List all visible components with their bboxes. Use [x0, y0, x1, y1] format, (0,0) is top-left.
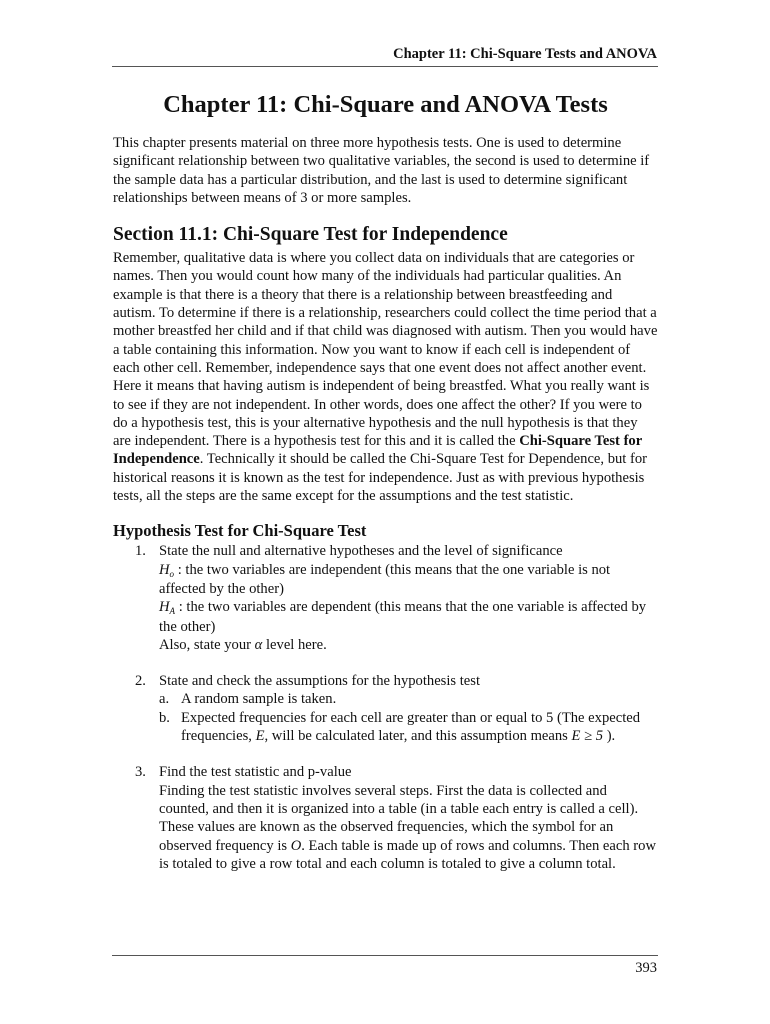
assumption-b	[159, 709, 658, 746]
alpha-line	[159, 636, 658, 654]
null-hypothesis	[159, 561, 658, 599]
header-rule	[112, 66, 658, 67]
h0-symbol: H	[159, 561, 170, 578]
ha-text: : the two variables are dependent (this means that the one variable is affected by the other)	[159, 599, 647, 635]
expected-condition: E ≥ 5	[571, 728, 604, 745]
step-3-text: Find the test statistic and p-value	[159, 764, 352, 781]
assumptions-list	[159, 690, 658, 745]
assumption-b-text-3: ).	[603, 728, 616, 745]
assumption-a-text: A random sample is taken.	[181, 691, 337, 708]
bold-term: Chi-Square Test for Independence	[113, 433, 642, 468]
step-3-body-text-1: Finding the test statistic involves several steps. First the data is collected and counted, and then it is organized into a table (in a table each entry is called a cell). These values are known as the observed frequencies, which the symbol for an observed frequency is	[159, 782, 639, 854]
section-paragraph-text-2: . Technically it should be called the Chi-Square Test for Dependence, but for historical reasons it is known as the test for independence. Just as with previous hypothesis tests, all the steps are the same except for the assumptions and the test statistic.	[113, 451, 648, 505]
step-3-body	[159, 782, 658, 873]
chapter-intro-paragraph: This chapter presents material on three more hypothesis tests. One is used to determine significant relationship between two qualitative variables, the second is used to determine if the sample data has a particular distribution, and the last is used to determine significant relationships between means of 3 or more samples.	[113, 135, 650, 206]
step-3	[113, 763, 658, 873]
section-paragraph	[113, 249, 658, 505]
assumption-b-text-2: , will be calculated later, and this assumption means	[264, 728, 572, 745]
hypothesis-steps-list	[113, 542, 658, 873]
step-1	[113, 542, 658, 654]
alpha-text-before: Also, state your	[159, 636, 255, 653]
assumption-letter: a.	[159, 691, 170, 708]
section-paragraph-text-1: Remember, qualitative data is where you collect data on individuals that are categories or names. Then you would count how many of the individuals had particular qualities. An example is that there is a theory that there is a relationship between breastfeeding and autism. To determine if there is a relationship, researchers could collect the time period that a mother breastfed her child and if that child was diagnosed with autism. Then you would have a table containing this information. Now you want to know if each cell is independent of each other cell. Remember, independence says that one event does not affect another event. Here it means that having autism is independent of being breastfed. What you really want is to see if they are not independent. In other words, does one affect the other? If you were to do a hypothesis test, this is your alternative hypothesis and the null hypothesis is that they are independent. There is a hypothesis test for this and it is called the	[113, 250, 658, 450]
h0-text: : the two variables are independent (this means that the one variable is not affected by the other)	[159, 561, 611, 597]
chapter-title: Chapter 11: Chi-Square and ANOVA Tests	[163, 91, 608, 118]
assumption-a	[159, 690, 658, 708]
step-3-body-text-2: . Each table is made up of rows and columns. Then each row is totaled to give a row total and each column is totaled to give a column total.	[159, 837, 656, 872]
section-title: Section 11.1: Chi-Square Test for Independence	[113, 224, 508, 246]
alpha-text-after: level here.	[262, 636, 327, 653]
expected-symbol: E	[255, 728, 265, 745]
step-2-text: State and check the assumptions for the hypothesis test	[159, 673, 480, 690]
subsection-title: Hypothesis Test for Chi-Square Test	[113, 521, 367, 541]
page-number: 393	[635, 960, 657, 976]
step-number: 3.	[135, 764, 146, 781]
alternative-hypothesis	[159, 598, 658, 636]
ha-subscript: A	[169, 606, 176, 617]
observed-symbol: O	[290, 837, 302, 854]
step-2	[113, 672, 658, 745]
h0-subscript: o	[169, 568, 175, 579]
footer-rule	[112, 955, 658, 956]
step-number: 2.	[135, 673, 146, 690]
assumption-letter: b.	[159, 709, 170, 726]
step-number: 1.	[135, 543, 146, 560]
ha-symbol: H	[159, 599, 170, 616]
assumption-b-text-1: Expected frequencies for each cell are greater than or equal to 5 (The expected frequencies,	[181, 709, 641, 745]
step-1-text: State the null and alternative hypotheses and the level of significance	[159, 543, 563, 560]
alpha-symbol: α	[254, 636, 263, 653]
running-header-title: Chapter 11: Chi-Square Tests and ANOVA	[393, 46, 657, 62]
page-content	[113, 90, 658, 873]
